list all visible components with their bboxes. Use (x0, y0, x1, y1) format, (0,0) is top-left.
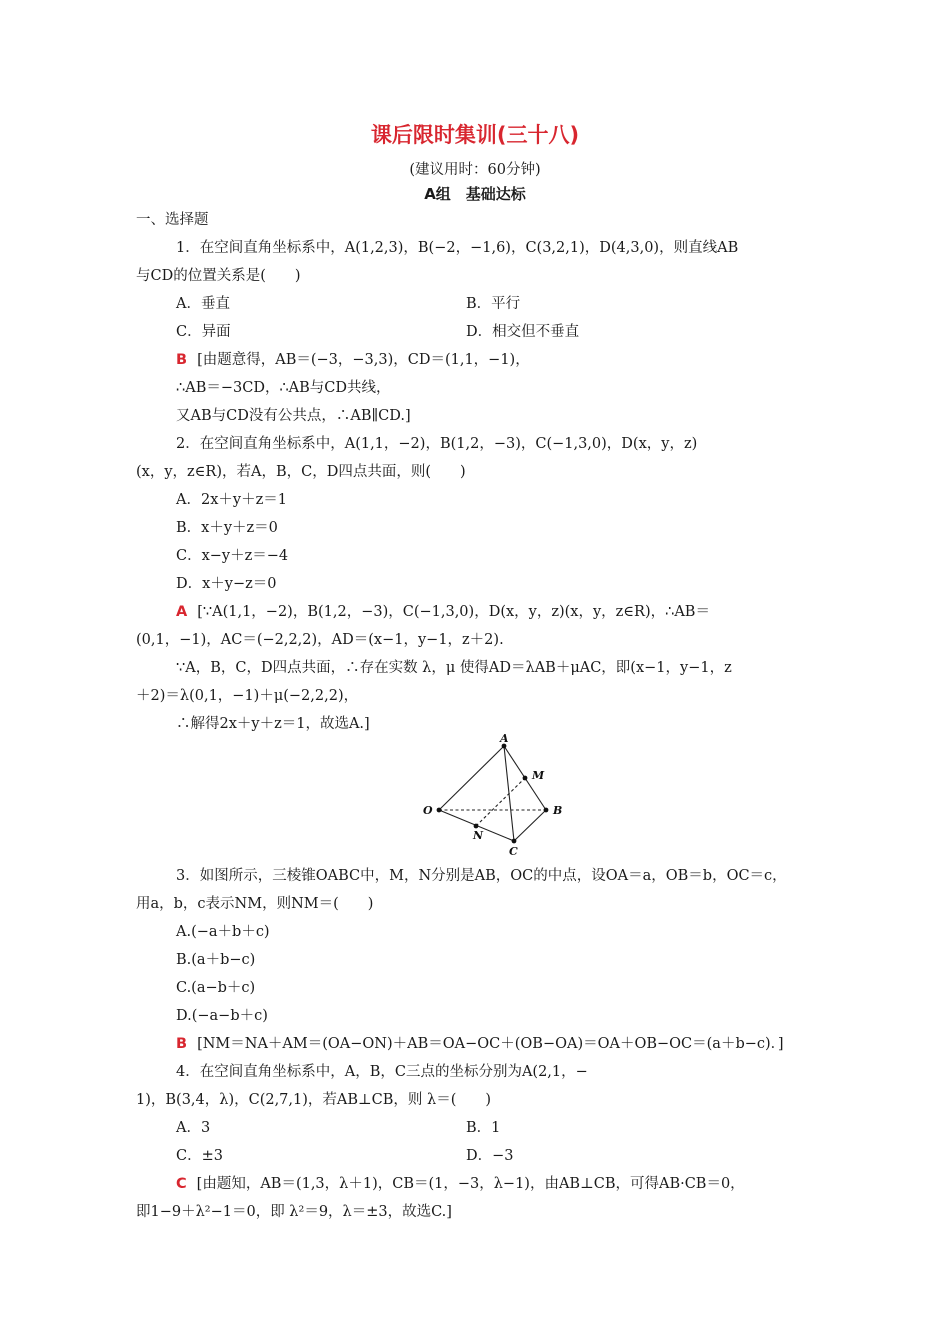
q3-option-d: D.(−a−b＋c) (176, 1008, 268, 1024)
q1-option-c: C．异面 (176, 324, 231, 340)
q2-option-a: A．2x＋y＋z＝1 (176, 492, 287, 508)
q4-option-d: D．−3 (466, 1148, 514, 1164)
q1-answer: B (176, 352, 188, 368)
q1-solution-line2: ∴AB＝−3CD，∴AB与CD共线， (176, 380, 391, 396)
q2-solution-text1: [∵A(1,1，−2)，B(1,2，−3)，C(−1,3,0)，D(x，y，z)(x，y，z∈R)，∴AB＝ (197, 604, 710, 620)
q1-option-d: D．相交但不垂直 (466, 324, 580, 340)
point-m (523, 776, 528, 781)
q4-option-a: A．3 (176, 1120, 211, 1136)
q4-option-c: C．±3 (176, 1148, 223, 1164)
q1-solution-text1: [由题意得，AB＝(−3，−3,3)，CD＝(1,1，−1)， (197, 352, 530, 368)
q4-option-b: B．1 (466, 1120, 501, 1136)
vertex-o (437, 808, 442, 813)
q4-answer: C (176, 1176, 187, 1192)
tetrahedron-figure (418, 733, 568, 863)
point-n (474, 824, 479, 829)
q1-options-row1 (0, 294, 950, 314)
q4-solution-line1 (0, 1174, 950, 1194)
q2-answer: A (176, 604, 188, 620)
q1-solution-line3: 又AB与CD没有公共点，∴AB∥CD.] (176, 408, 411, 424)
q3-answer: B (176, 1036, 188, 1052)
q3-option-a: A.(−a＋b＋c) (176, 924, 270, 940)
q3-solution-line1 (0, 1034, 950, 1054)
time-note: (建议用时：60分钟) (409, 162, 541, 178)
q3-option-c: C.(a−b＋c) (176, 980, 256, 996)
q4-stem-line2: 1)，B(3,4，λ)，C(2,7,1)，若AB⊥CB，则 λ＝( ) (136, 1092, 492, 1108)
q2-option-c: C．x−y＋z＝−4 (176, 548, 289, 564)
edge-bc (514, 810, 546, 841)
label-m: M (532, 769, 545, 782)
page-title: 课后限时集训(三十八) (370, 123, 580, 147)
label-a: A (500, 733, 509, 745)
vertex-c (512, 839, 517, 844)
label-o: O (423, 804, 433, 817)
q2-solution-line1 (0, 602, 950, 622)
q3-stem-line2: 用a，b，c表示NM，则NM＝( ) (136, 896, 374, 912)
q3-option-b: B.(a＋b−c) (176, 952, 256, 968)
edge-ao (439, 746, 504, 810)
q1-option-a: A．垂直 (176, 296, 230, 312)
q2-solution-line2: (0,1，−1)，AC＝(−2,2,2)，AD＝(x−1，y−1，z＋2). (136, 632, 504, 648)
vertex-b (544, 808, 549, 813)
q1-stem-line2: 与CD的位置关系是( ) (136, 268, 301, 284)
label-c: C (509, 845, 518, 858)
q4-options-row2 (0, 1146, 950, 1166)
q1-options-row2 (0, 322, 950, 342)
q4-solution-line2: 即1−9＋λ²−1＝0，即 λ²＝9，λ＝±3，故选C.] (136, 1204, 452, 1220)
q2-solution-line4: ＋2)＝λ(0,1，−1)＋μ(−2,2,2)， (136, 688, 359, 704)
q2-option-b: B．x＋y＋z＝0 (176, 520, 278, 536)
q3-solution-text1: [NM＝NA＋AM＝(OA−ON)＋AB＝OA−OC＋(OB−OA)＝OA＋OB−OC＝(a＋b−c)．] (197, 1036, 784, 1052)
q4-options-row1 (0, 1118, 950, 1138)
q1-solution-line1 (0, 350, 950, 370)
q2-solution-line5: ∴解得2x＋y＋z＝1，故选A.] (176, 716, 370, 732)
q3-stem-line1: 3．如图所示，三棱锥OABC中，M，N分别是AB，OC的中点，设OA＝a，OB＝b，OC＝c， (176, 868, 787, 884)
section-heading: 一、选择题 (136, 212, 209, 228)
q4-stem-line1: 4．在空间直角坐标系中，A，B，C三点的坐标分别为A(2,1，− (176, 1064, 588, 1080)
label-n: N (473, 829, 484, 842)
q1-option-b: B．平行 (466, 296, 521, 312)
segment-nm-hidden (476, 778, 525, 826)
q1-stem-line1: 1．在空间直角坐标系中，A(1,2,3)，B(−2，−1,6)，C(3,2,1)，D(4,3,0)，则直线AB (176, 240, 739, 256)
group-heading: A组 基础达标 (424, 185, 526, 203)
q2-option-d: D．x＋y−z＝0 (176, 576, 277, 592)
q2-stem-line2: (x，y，z∈R)，若A，B，C，D四点共面，则( ) (136, 464, 466, 480)
q4-solution-text1: [由题知，AB＝(1,3，λ＋1)，CB＝(1，−3，λ−1)，由AB⊥CB，可得AB·CB＝0， (196, 1176, 745, 1192)
q2-stem-line1: 2．在空间直角坐标系中，A(1,1，−2)，B(1,2，−3)，C(−1,3,0)，D(x，y，z) (176, 436, 698, 452)
q2-solution-line3: ∵A，B，C，D四点共面，∴存在实数 λ，μ 使得AD＝λAB＋μAC，即(x−1，y−1，z (176, 660, 732, 676)
label-b: B (553, 804, 563, 817)
